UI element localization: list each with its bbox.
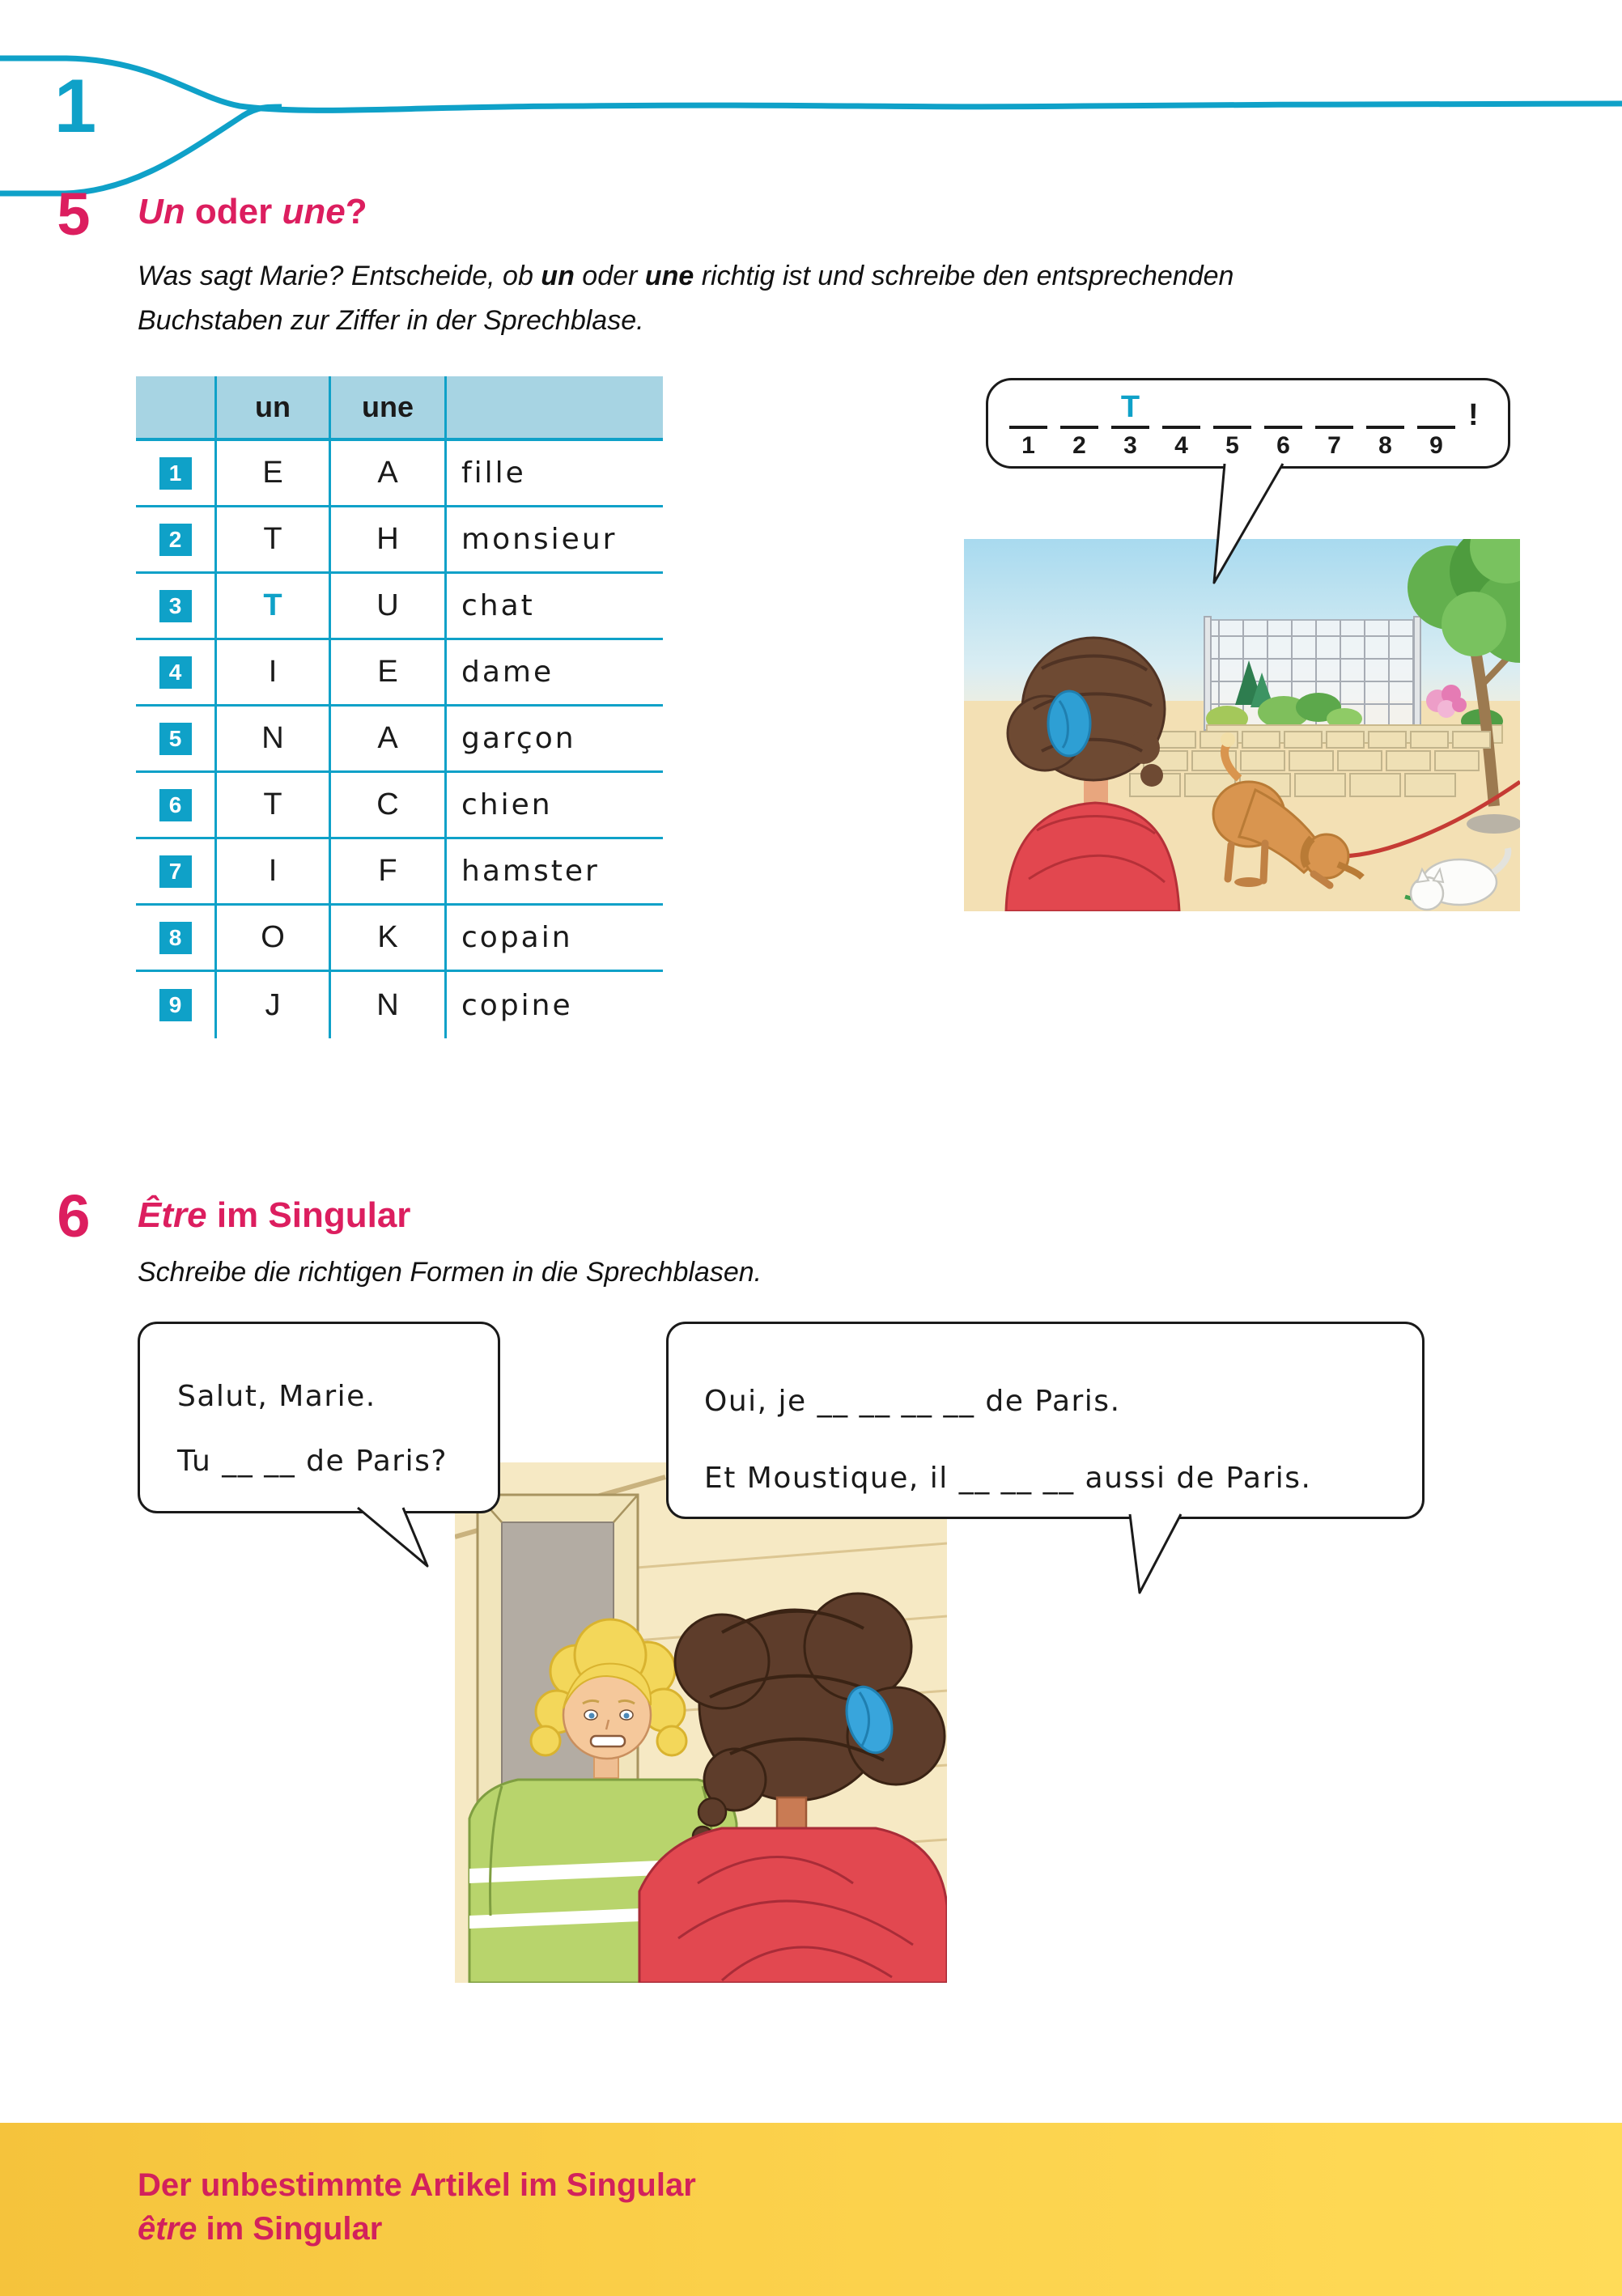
answer-slot-number: 8 [1378, 432, 1392, 459]
un-une-table [136, 376, 663, 1038]
illustration-doorway-kids [455, 1462, 947, 1983]
title-etre: Être [138, 1195, 207, 1235]
cell-une-letter: C [329, 773, 444, 839]
cell-word: garçon [444, 707, 663, 773]
answer-blank [1315, 388, 1353, 429]
row-number-badge: 7 [159, 855, 192, 888]
answer-blank [1366, 388, 1404, 429]
instr-line2: Buchstaben zur Ziffer in der Sprechblase. [138, 305, 644, 336]
answer-slot [1111, 388, 1149, 460]
blue-scrunchie [1048, 691, 1090, 756]
footer-etre: être [138, 2211, 197, 2247]
title-rest: im Singular [206, 1195, 411, 1235]
answer-bubble-tail [1198, 461, 1295, 591]
instr-seg: Was sagt Marie? Entscheide, ob [138, 261, 541, 291]
bubble-line: Oui, je __ __ __ __ de Paris. [704, 1385, 1121, 1418]
header-cell-un: un [214, 376, 329, 441]
instr-seg: oder [574, 261, 645, 291]
cell-word: hamster [444, 839, 663, 906]
table-row [136, 707, 663, 773]
header-cell-empty [444, 376, 663, 441]
answer-slot [1162, 388, 1200, 460]
title-oder: oder [185, 192, 282, 231]
cell-word: copain [444, 906, 663, 972]
exercise6-title [138, 1196, 410, 1235]
table-row [136, 507, 663, 574]
cell-un-letter: J [214, 972, 329, 1038]
exercise5-number: 5 [57, 180, 91, 248]
table-row [136, 441, 663, 507]
answer-slot-number: 2 [1072, 432, 1086, 459]
table-row [136, 839, 663, 906]
cell-une-letter: F [329, 839, 444, 906]
left-bubble-tail [348, 1505, 445, 1578]
cell-un-letter-example: T [214, 574, 329, 640]
title-un: Un [138, 192, 185, 231]
cell-une-letter: H [329, 507, 444, 574]
cell-une-letter: A [329, 707, 444, 773]
table-row [136, 773, 663, 839]
exclamation-mark: ! [1468, 398, 1479, 432]
stones [1467, 814, 1520, 834]
answer-blank [1009, 388, 1047, 429]
answer-slot [1366, 388, 1404, 460]
answer-slot [1417, 388, 1455, 460]
row-number-badge: 1 [159, 457, 192, 490]
table-row [136, 972, 663, 1038]
answer-slot [1264, 388, 1302, 460]
chapter-number: 1 [53, 63, 97, 148]
answer-slot-number: 6 [1276, 432, 1290, 459]
answer-slot [1213, 388, 1251, 460]
cell-un-letter: I [214, 839, 329, 906]
instr-bold-une: une [644, 261, 694, 291]
cell-un-letter: I [214, 640, 329, 707]
footer-line2 [138, 2207, 1622, 2251]
answer-strip-bubble [986, 378, 1510, 469]
title-qmark: ? [345, 192, 367, 231]
instr-bold-un: un [541, 261, 575, 291]
exercise6-number: 6 [57, 1182, 91, 1250]
cell-un-letter: N [214, 707, 329, 773]
answer-slot [1315, 388, 1353, 460]
answer-blank [1213, 388, 1251, 429]
answer-slot-number: 7 [1327, 432, 1341, 459]
bubble-line: Et Moustique, il __ __ __ aussi de Paris. [704, 1462, 1312, 1495]
exercise5-title [138, 193, 367, 231]
table-body [136, 441, 663, 1038]
cell-word: chien [444, 773, 663, 839]
row-number-badge: 5 [159, 723, 192, 755]
title-une: une [282, 192, 346, 231]
instr-seg: richtig ist und schreibe den entsprechenden [694, 261, 1234, 291]
bubble-line: Tu __ __ de Paris? [177, 1445, 448, 1478]
cell-une-letter: A [329, 441, 444, 507]
cell-une-letter: U [329, 574, 444, 640]
header-cell-une: une [329, 376, 444, 441]
table-header-row [136, 376, 663, 441]
header-cell-empty [136, 376, 214, 441]
answer-blank [1162, 388, 1200, 429]
row-number-badge: 8 [159, 922, 192, 954]
answer-slot-number: 5 [1225, 432, 1239, 459]
row-number-badge: 2 [159, 524, 192, 556]
cell-un-letter: E [214, 441, 329, 507]
cell-une-letter: N [329, 972, 444, 1038]
table-row [136, 906, 663, 972]
row-number-badge: 9 [159, 989, 192, 1021]
bubble-line: Salut, Marie. [177, 1380, 376, 1413]
cell-word: copine [444, 972, 663, 1038]
cell-un-letter: O [214, 906, 329, 972]
answer-slot-number: 3 [1123, 432, 1137, 459]
footer-line1: Der unbestimmte Artikel im Singular [138, 2167, 696, 2203]
table-row [136, 574, 663, 640]
answer-slot-number: 9 [1429, 432, 1443, 459]
answer-slot [1009, 388, 1047, 460]
cell-word: monsieur [444, 507, 663, 574]
answer-blank [1417, 388, 1455, 429]
speech-bubble-blonde-kid [138, 1322, 500, 1513]
row-number-badge: 6 [159, 789, 192, 821]
answer-blank-filled: T [1111, 388, 1149, 429]
answer-slot [1060, 388, 1098, 460]
cell-word: fille [444, 441, 663, 507]
right-bubble-tail [1121, 1511, 1218, 1600]
footer-line2-rest: im Singular [197, 2211, 383, 2247]
cell-un-letter: T [214, 773, 329, 839]
cell-word: chat [444, 574, 663, 640]
cell-une-letter: E [329, 640, 444, 707]
table-row [136, 640, 663, 707]
exercise6-instruction: Schreibe die richtigen Formen in die Sprechblasen. [138, 1257, 762, 1288]
answer-slot-number: 1 [1021, 432, 1035, 459]
exercise5-instruction [138, 254, 1400, 343]
answer-slot-number: 4 [1174, 432, 1188, 459]
cell-une-letter: K [329, 906, 444, 972]
row-number-badge: 3 [159, 590, 192, 622]
row-number-badge: 4 [159, 656, 192, 689]
footer-topic-band [0, 2123, 1622, 2296]
cell-word: dame [444, 640, 663, 707]
speech-bubble-marie [666, 1322, 1425, 1519]
header-swoosh-lines [0, 0, 1622, 210]
answer-blank [1060, 388, 1098, 429]
cell-un-letter: T [214, 507, 329, 574]
illustration-marie-dog [964, 539, 1520, 911]
answer-blank [1264, 388, 1302, 429]
